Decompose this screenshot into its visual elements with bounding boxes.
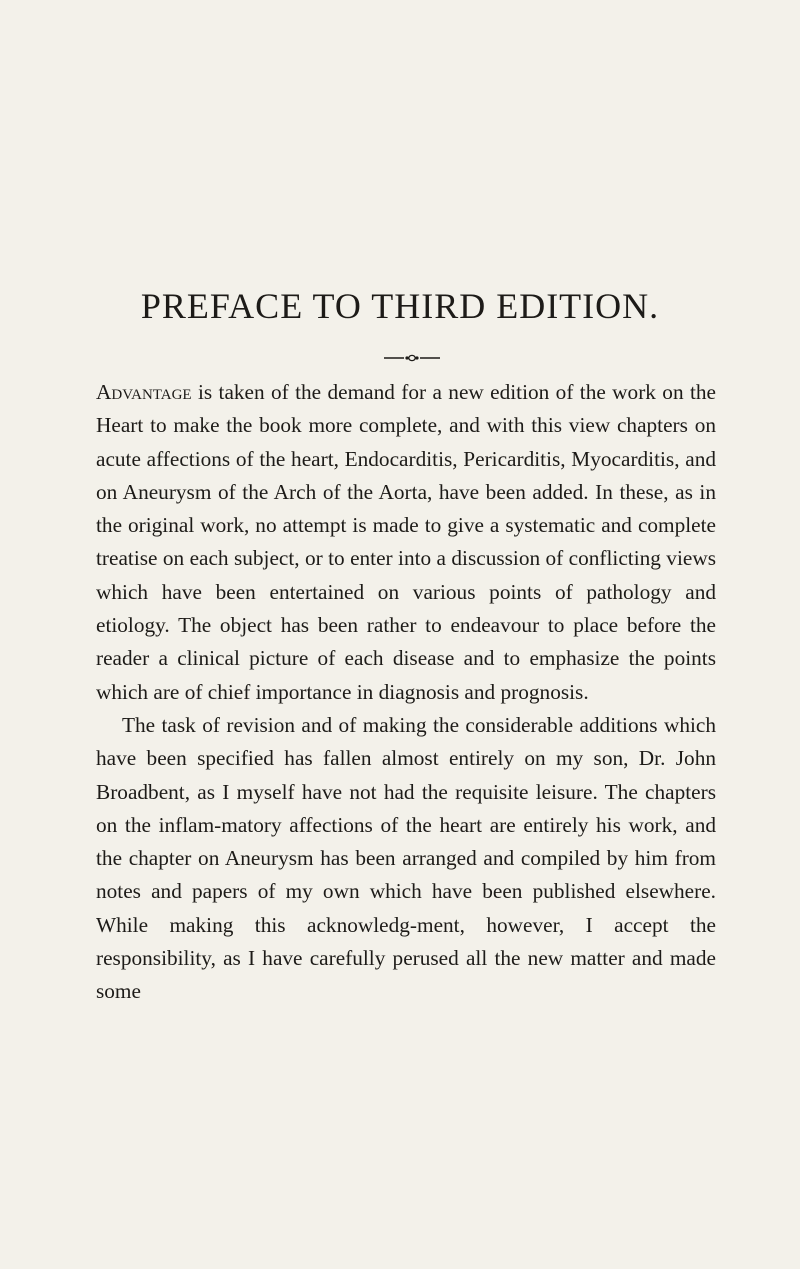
ornament-divider-icon — [382, 353, 442, 363]
paragraph-1-text: is taken of the demand for a new edition of the work on the Heart to make the book more complete, and with this view chapters on acute affections of the heart, Endocarditis, Pericarditis, Myocarditis, and on Aneurysm of the Arch of the Aorta, have been added. In these, as in the original work, no attempt is made to give a systematic and complete treatise on each subject, or to enter into a discussion of conflicting views which have been entertained on various points of pathology and etiology. The object has been rather to endeavour to place before the reader a clinical picture of each disease and to emphasize the points which are of chief importance in diagnosis and prognosis. — [96, 380, 716, 704]
paragraph-2: The task of revision and of making the considerable additions which have been specified has fallen almost entirely on my son, Dr. John Broadbent, as I myself have not had the requisite leisure. The chapters on the inflam-matory affections of the heart are entirely his work, and the chapter on Aneurysm has been arranged and compiled by him from notes and papers of my own which have been published elsewhere. While making this acknowledg-ment, however, I accept the responsibility, as I have carefully perused all the new matter and made some — [96, 712, 716, 1004]
lead-word: Advantage — [96, 380, 192, 404]
preface-body — [96, 376, 716, 1009]
paragraph-1 — [96, 376, 716, 709]
page-title: PREFACE TO THIRD EDITION. — [140, 286, 660, 326]
